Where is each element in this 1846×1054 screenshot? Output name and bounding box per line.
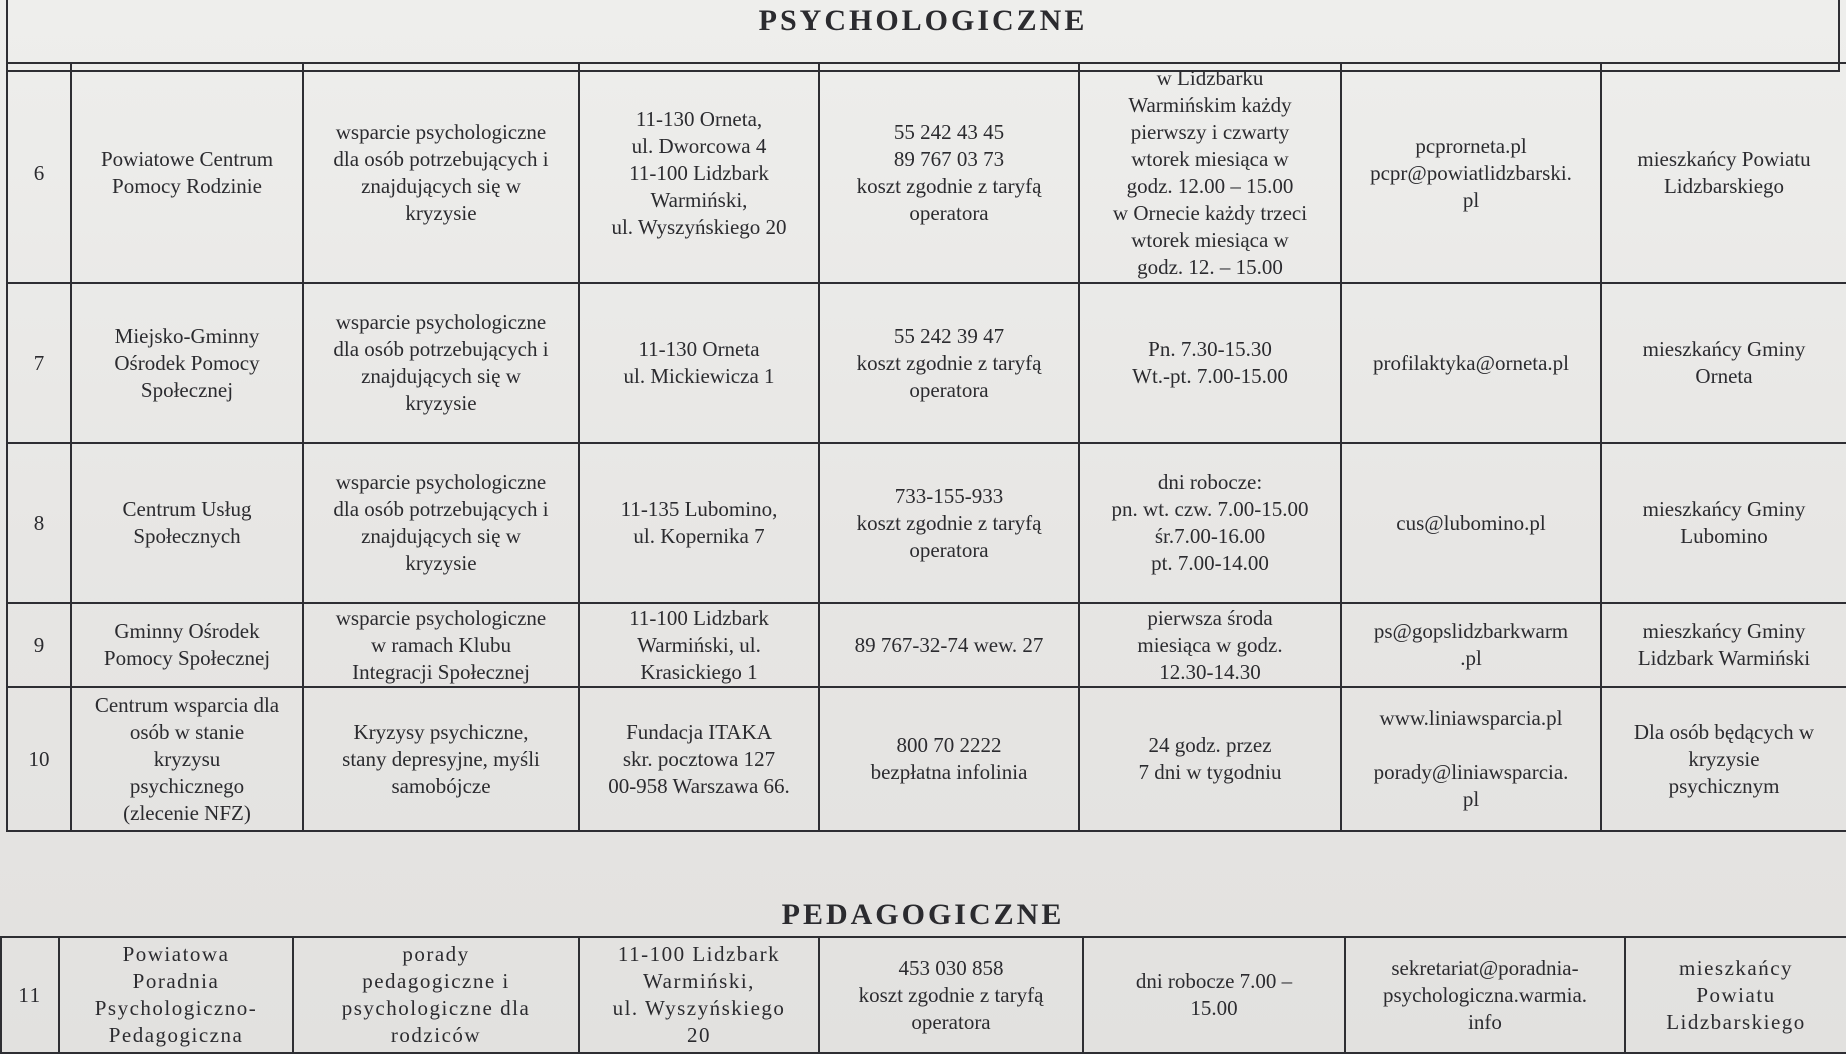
support-scope: Kryzysy psychiczne, stany depresyjne, myśli samobójcze — [303, 687, 579, 831]
table-row — [7, 687, 1846, 831]
target-audience: Dla osób będących w kryzysie psychicznym — [1601, 687, 1846, 831]
row-number: 6 — [7, 63, 71, 283]
institution-name: Centrum Usług Społecznych — [71, 443, 303, 603]
target-audience: mieszkańcy Powiatu Lidzbarskiego — [1601, 63, 1846, 283]
contact-email-web: cus@lubomino.pl — [1341, 443, 1601, 603]
opening-hours: 24 godz. przez 7 dni w tygodniu — [1079, 687, 1341, 831]
phone: 55 242 39 47 koszt zgodnie z taryfą operatora — [819, 283, 1079, 443]
section-title-pedagogiczne: PEDAGOGICZNE — [781, 898, 1065, 931]
institution-name: Powiatowa Poradnia Psychologiczno- Pedagogiczna — [59, 937, 293, 1053]
contact-email-web: sekretariat@poradnia- psychologiczna.warmia. info — [1345, 937, 1625, 1053]
contact-email-web: ps@gopslidzbarkwarm .pl — [1341, 603, 1601, 687]
table-row — [7, 63, 1846, 283]
table-row — [7, 603, 1846, 687]
address: 11-130 Orneta, ul. Dworcowa 4 11-100 Lidzbark Warmiński, ul. Wyszyńskiego 20 — [579, 63, 819, 283]
row-number: 8 — [7, 443, 71, 603]
address: 11-100 Lidzbark Warmiński, ul. Krasickiego 1 — [579, 603, 819, 687]
row-number: 10 — [7, 687, 71, 831]
opening-hours: dni robocze 7.00 – 15.00 — [1083, 937, 1345, 1053]
opening-hours: pierwsza środa miesiąca w godz. 12.30-14.30 — [1079, 603, 1341, 687]
target-audience: mieszkańcy Gminy Lubomino — [1601, 443, 1846, 603]
support-scope: porady pedagogiczne i psychologiczne dla rodziców — [293, 937, 579, 1053]
target-audience: mieszkańcy Powiatu Lidzbarskiego — [1625, 937, 1846, 1053]
target-audience: mieszkańcy Gminy Lidzbark Warmiński — [1601, 603, 1846, 687]
pedagogical-services-table — [0, 936, 1846, 1054]
contact-email-web: www.liniawsparcia.pl porady@liniawsparcia. pl — [1341, 687, 1601, 831]
institution-name: Miejsko-Gminny Ośrodek Pomocy Społecznej — [71, 283, 303, 443]
row-number: 11 — [1, 937, 59, 1053]
institution-name: Powiatowe Centrum Pomocy Rodzinie — [71, 63, 303, 283]
phone: 55 242 43 45 89 767 03 73 koszt zgodnie z taryfą operatora — [819, 63, 1079, 283]
table-row — [1, 937, 1846, 1053]
address: 11-135 Lubomino, ul. Kopernika 7 — [579, 443, 819, 603]
table-row — [7, 443, 1846, 603]
support-scope: wsparcie psychologiczne w ramach Klubu Integracji Społecznej — [303, 603, 579, 687]
institution-name: Gminny Ośrodek Pomocy Społecznej — [71, 603, 303, 687]
row-number: 9 — [7, 603, 71, 687]
address: 11-100 Lidzbark Warmiński, ul. Wyszyńskiego 20 — [579, 937, 819, 1053]
phone: 733-155-933 koszt zgodnie z taryfą operatora — [819, 443, 1079, 603]
table-row — [7, 283, 1846, 443]
support-scope: wsparcie psychologiczne dla osób potrzebujących i znajdujących się w kryzysie — [303, 443, 579, 603]
address: 11-130 Orneta ul. Mickiewicza 1 — [579, 283, 819, 443]
address: Fundacja ITAKA skr. pocztowa 127 00-958 Warszawa 66. — [579, 687, 819, 831]
target-audience: mieszkańcy Gminy Orneta — [1601, 283, 1846, 443]
phone: 800 70 2222 bezpłatna infolinia — [819, 687, 1079, 831]
row-number: 7 — [7, 283, 71, 443]
contact-email-web: profilaktyka@orneta.pl — [1341, 283, 1601, 443]
phone: 89 767-32-74 wew. 27 — [819, 603, 1079, 687]
support-scope: wsparcie psychologiczne dla osób potrzebujących i znajdujących się w kryzysie — [303, 283, 579, 443]
opening-hours: dni robocze: pn. wt. czw. 7.00-15.00 śr.7.00-16.00 pt. 7.00-14.00 — [1079, 443, 1341, 603]
contact-email-web: pcprorneta.pl pcpr@powiatlidzbarski. pl — [1341, 63, 1601, 283]
phone: 453 030 858 koszt zgodnie z taryfą operatora — [819, 937, 1083, 1053]
psychological-services-table — [6, 62, 1846, 832]
institution-name: Centrum wsparcia dla osób w stanie kryzysu psychicznego (zlecenie NFZ) — [71, 687, 303, 831]
support-scope: wsparcie psychologiczne dla osób potrzebujących i znajdujących się w kryzysie — [303, 63, 579, 283]
section-title-psychologiczne: PSYCHOLOGICZNE — [758, 4, 1088, 37]
opening-hours: w Lidzbarku Warmińskim każdy pierwszy i czwarty wtorek miesiąca w godz. 12.00 – 15.00 w Ornecie każdy trzeci wtorek miesiąca w godz. 12. – 15.00 — [1079, 63, 1341, 283]
opening-hours: Pn. 7.30-15.30 Wt.-pt. 7.00-15.00 — [1079, 283, 1341, 443]
